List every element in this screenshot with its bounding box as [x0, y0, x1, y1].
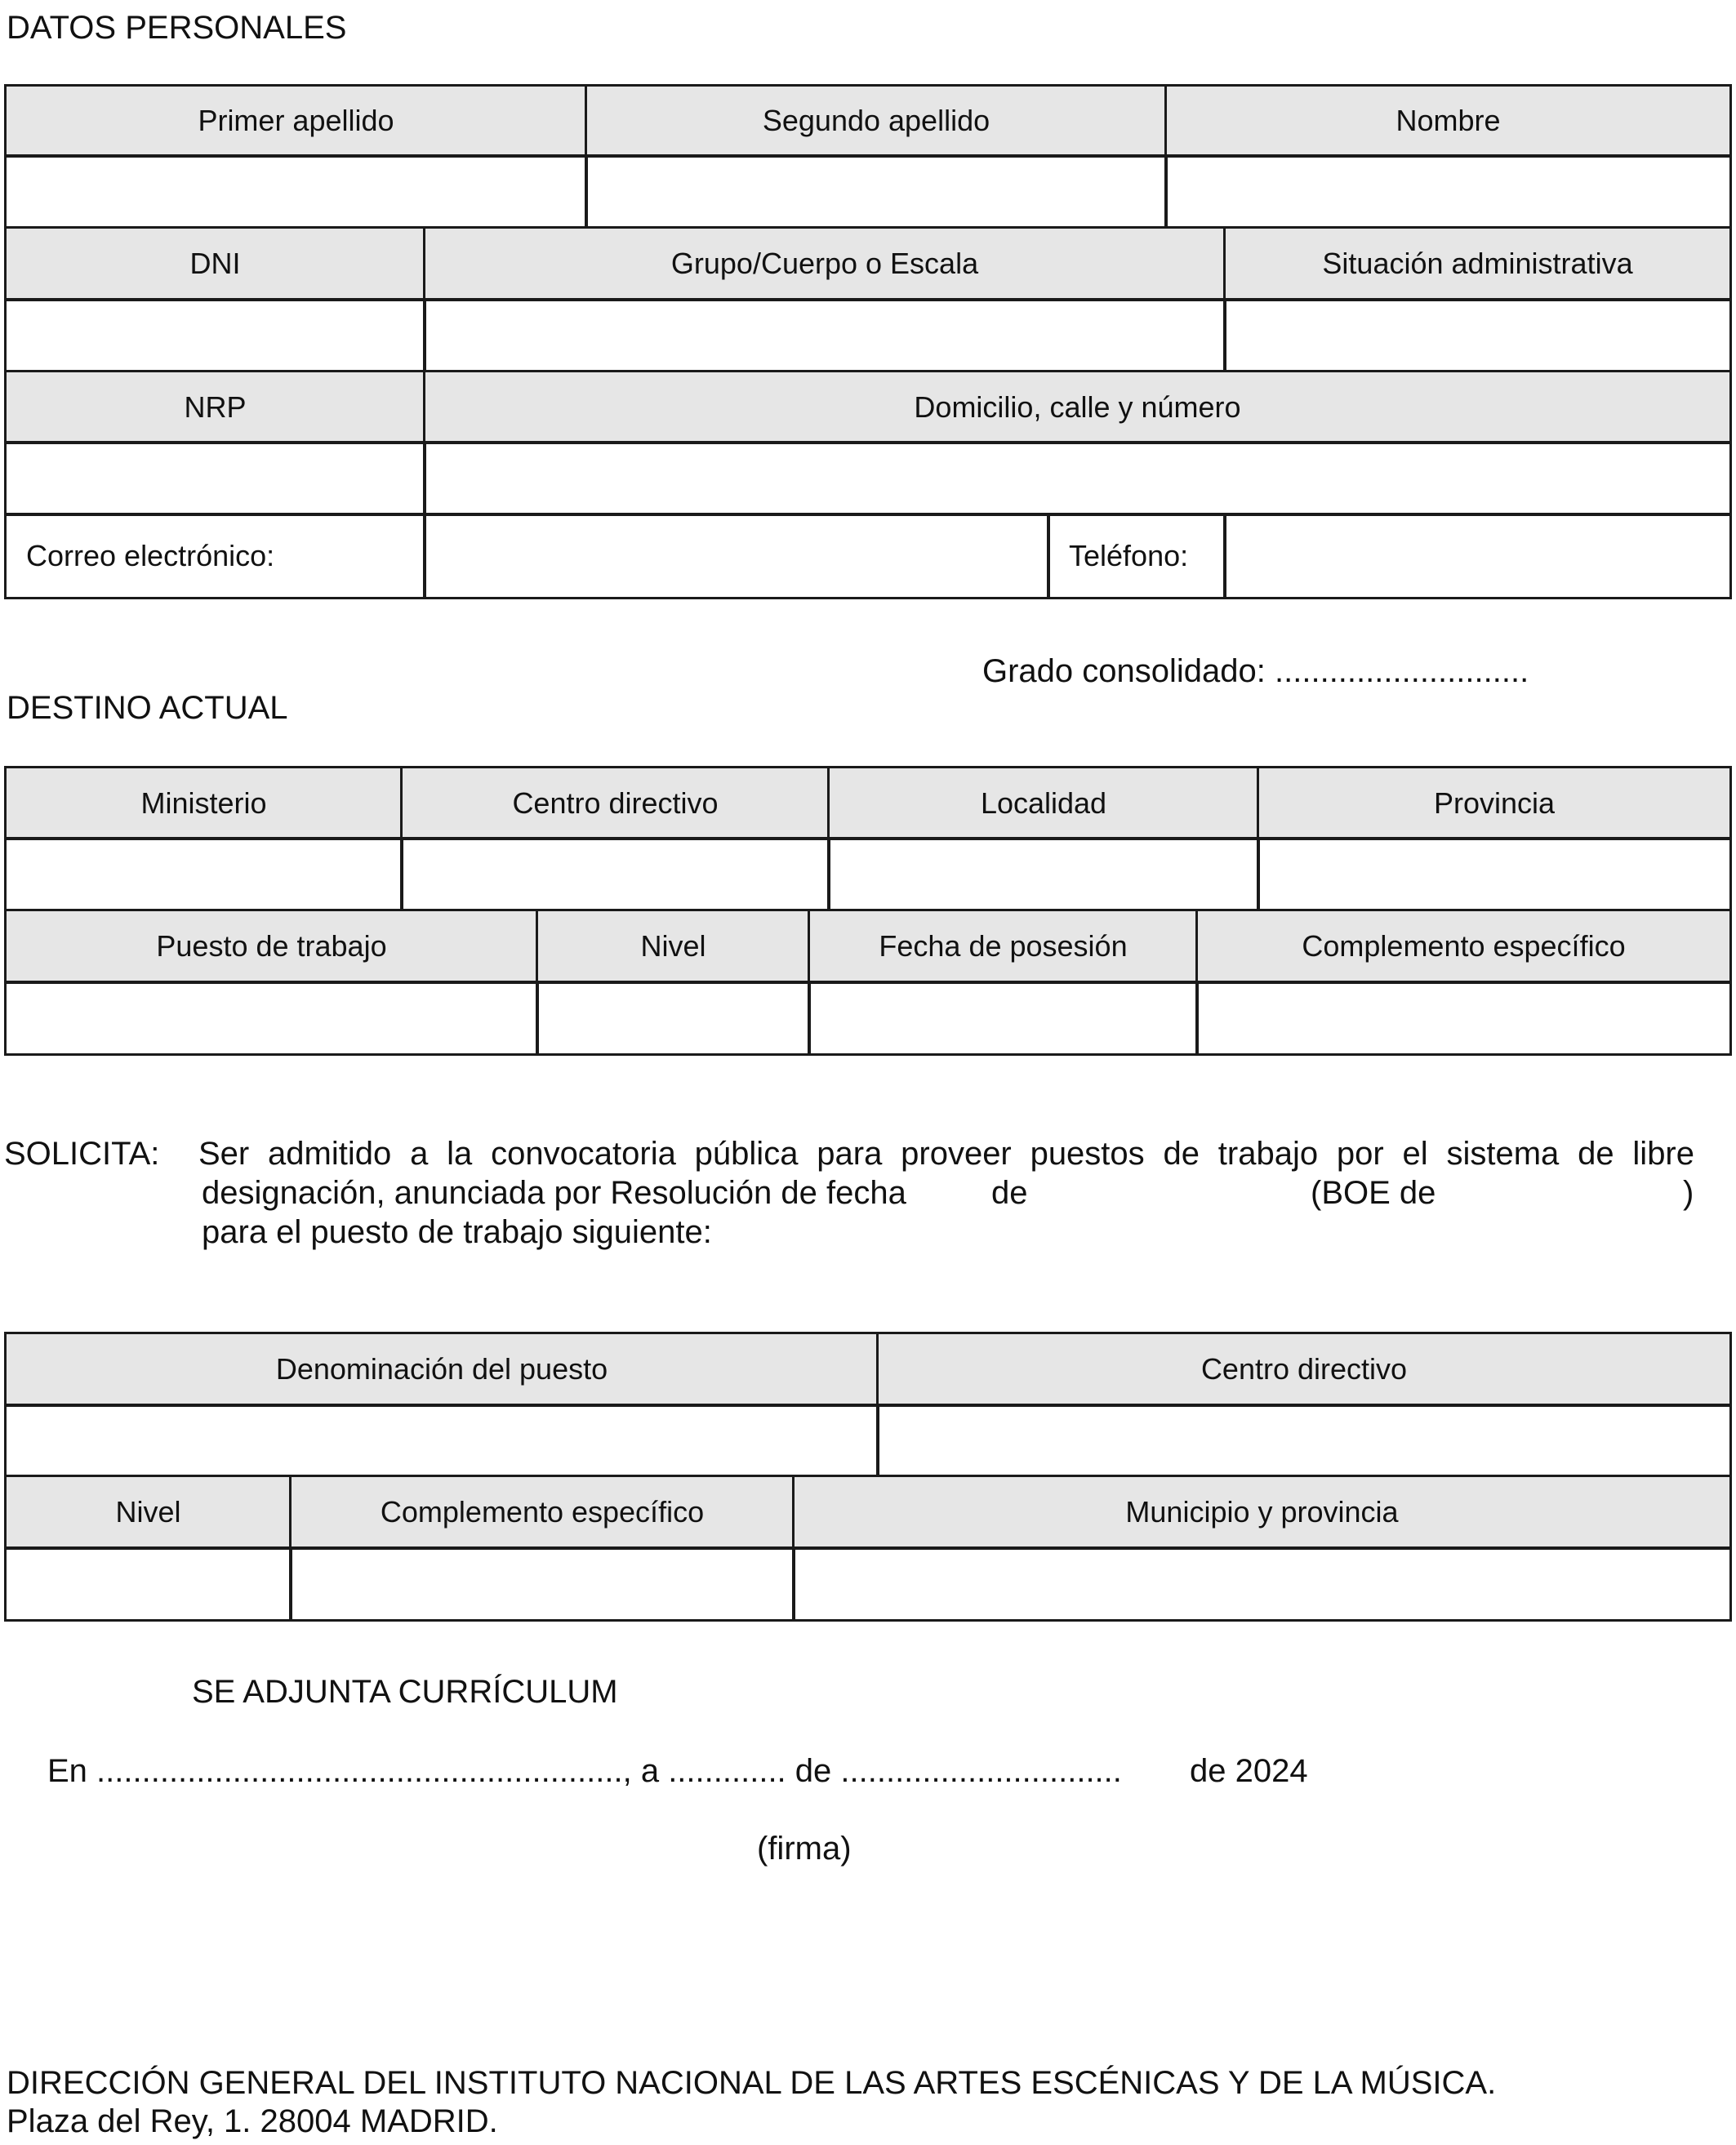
- field-primer-apellido[interactable]: [4, 154, 588, 229]
- footer-direccion: Plaza del Rey, 1. 28004 MADRID.: [7, 2103, 498, 2139]
- header-provincia: Provincia: [1257, 766, 1732, 840]
- header-dni: DNI: [4, 226, 426, 301]
- field-grupo-cuerpo-escala[interactable]: [423, 298, 1226, 373]
- header-grupo-cuerpo-escala: Grupo/Cuerpo o Escala: [423, 226, 1226, 301]
- field-provincia[interactable]: [1257, 837, 1732, 912]
- header-fecha-de-posesion: Fecha de posesión: [808, 909, 1199, 984]
- field-localidad[interactable]: [827, 837, 1260, 912]
- header-nombre: Nombre: [1164, 84, 1732, 158]
- lugar-fecha-line: En .........................................................., a ............. de ...............................: [47, 1753, 1122, 1789]
- header-denominacion-del-puesto: Denominación del puesto: [4, 1332, 879, 1407]
- field-ministerio[interactable]: [4, 837, 403, 912]
- field-fecha-de-posesion[interactable]: [808, 981, 1199, 1056]
- field-centro-directivo-solicitado[interactable]: [876, 1404, 1732, 1478]
- header-puesto-de-trabajo: Puesto de trabajo: [4, 909, 539, 984]
- field-complemento-especifico-solicitado[interactable]: [289, 1546, 795, 1622]
- lugar-fecha-year: de 2024: [1190, 1753, 1308, 1789]
- firma-label: (firma): [757, 1831, 852, 1867]
- header-nivel-solicitado: Nivel: [4, 1475, 292, 1550]
- field-centro-directivo[interactable]: [400, 837, 830, 912]
- header-centro-directivo-solicitado: Centro directivo: [876, 1332, 1732, 1407]
- header-segundo-apellido: Segundo apellido: [585, 84, 1168, 158]
- field-municipio-y-provincia[interactable]: [792, 1546, 1732, 1622]
- solicita-line-2-c: (BOE de: [1311, 1175, 1436, 1211]
- field-denominacion-del-puesto[interactable]: [4, 1404, 879, 1478]
- field-correo-electronico[interactable]: [423, 513, 1050, 599]
- field-puesto-de-trabajo[interactable]: [4, 981, 539, 1056]
- section-title-datos-personales: DATOS PERSONALES: [7, 10, 347, 46]
- field-complemento-especifico[interactable]: [1195, 981, 1732, 1056]
- header-centro-directivo: Centro directivo: [400, 766, 830, 840]
- solicita-line-2-d: ): [1683, 1175, 1694, 1211]
- field-nrp[interactable]: [4, 441, 426, 516]
- solicita-label: SOLICITA:: [4, 1136, 160, 1172]
- field-dni[interactable]: [4, 298, 426, 373]
- field-domicilio[interactable]: [423, 441, 1732, 516]
- label-correo-electronico: Correo electrónico:: [4, 513, 426, 599]
- field-segundo-apellido[interactable]: [585, 154, 1168, 229]
- section-title-destino-actual: DESTINO ACTUAL: [7, 690, 288, 726]
- header-primer-apellido: Primer apellido: [4, 84, 588, 158]
- header-localidad: Localidad: [827, 766, 1260, 840]
- header-nrp: NRP: [4, 370, 426, 444]
- solicita-line-2-b: de: [991, 1175, 1028, 1211]
- solicita-line-2-a: designación, anunciada por Resolución de fecha: [202, 1175, 906, 1211]
- label-telefono: Teléfono:: [1047, 513, 1226, 599]
- header-complemento-especifico-solicitado: Complemento específico: [289, 1475, 795, 1550]
- field-nombre[interactable]: [1164, 154, 1732, 229]
- grado-consolidado: Grado consolidado: ............................: [982, 653, 1529, 689]
- field-telefono[interactable]: [1223, 513, 1732, 599]
- header-situacion-administrativa: Situación administrativa: [1223, 226, 1732, 301]
- solicita-line-1: Ser admitido a la convocatoria pública para proveer puestos de trabajo por el sistema de libre: [198, 1136, 1694, 1172]
- solicita-line-3: para el puesto de trabajo siguiente:: [202, 1214, 712, 1250]
- field-situacion-administrativa[interactable]: [1223, 298, 1732, 373]
- header-municipio-y-provincia: Municipio y provincia: [792, 1475, 1732, 1550]
- header-ministerio: Ministerio: [4, 766, 403, 840]
- footer-organismo: DIRECCIÓN GENERAL DEL INSTITUTO NACIONAL DE LAS ARTES ESCÉNICAS Y DE LA MÚSICA.: [7, 2065, 1497, 2101]
- header-domicilio: Domicilio, calle y número: [423, 370, 1732, 444]
- se-adjunta-curriculum: SE ADJUNTA CURRÍCULUM: [192, 1674, 618, 1710]
- header-complemento-especifico: Complemento específico: [1195, 909, 1732, 984]
- field-nivel-solicitado[interactable]: [4, 1546, 292, 1622]
- header-nivel: Nivel: [536, 909, 811, 984]
- field-nivel[interactable]: [536, 981, 811, 1056]
